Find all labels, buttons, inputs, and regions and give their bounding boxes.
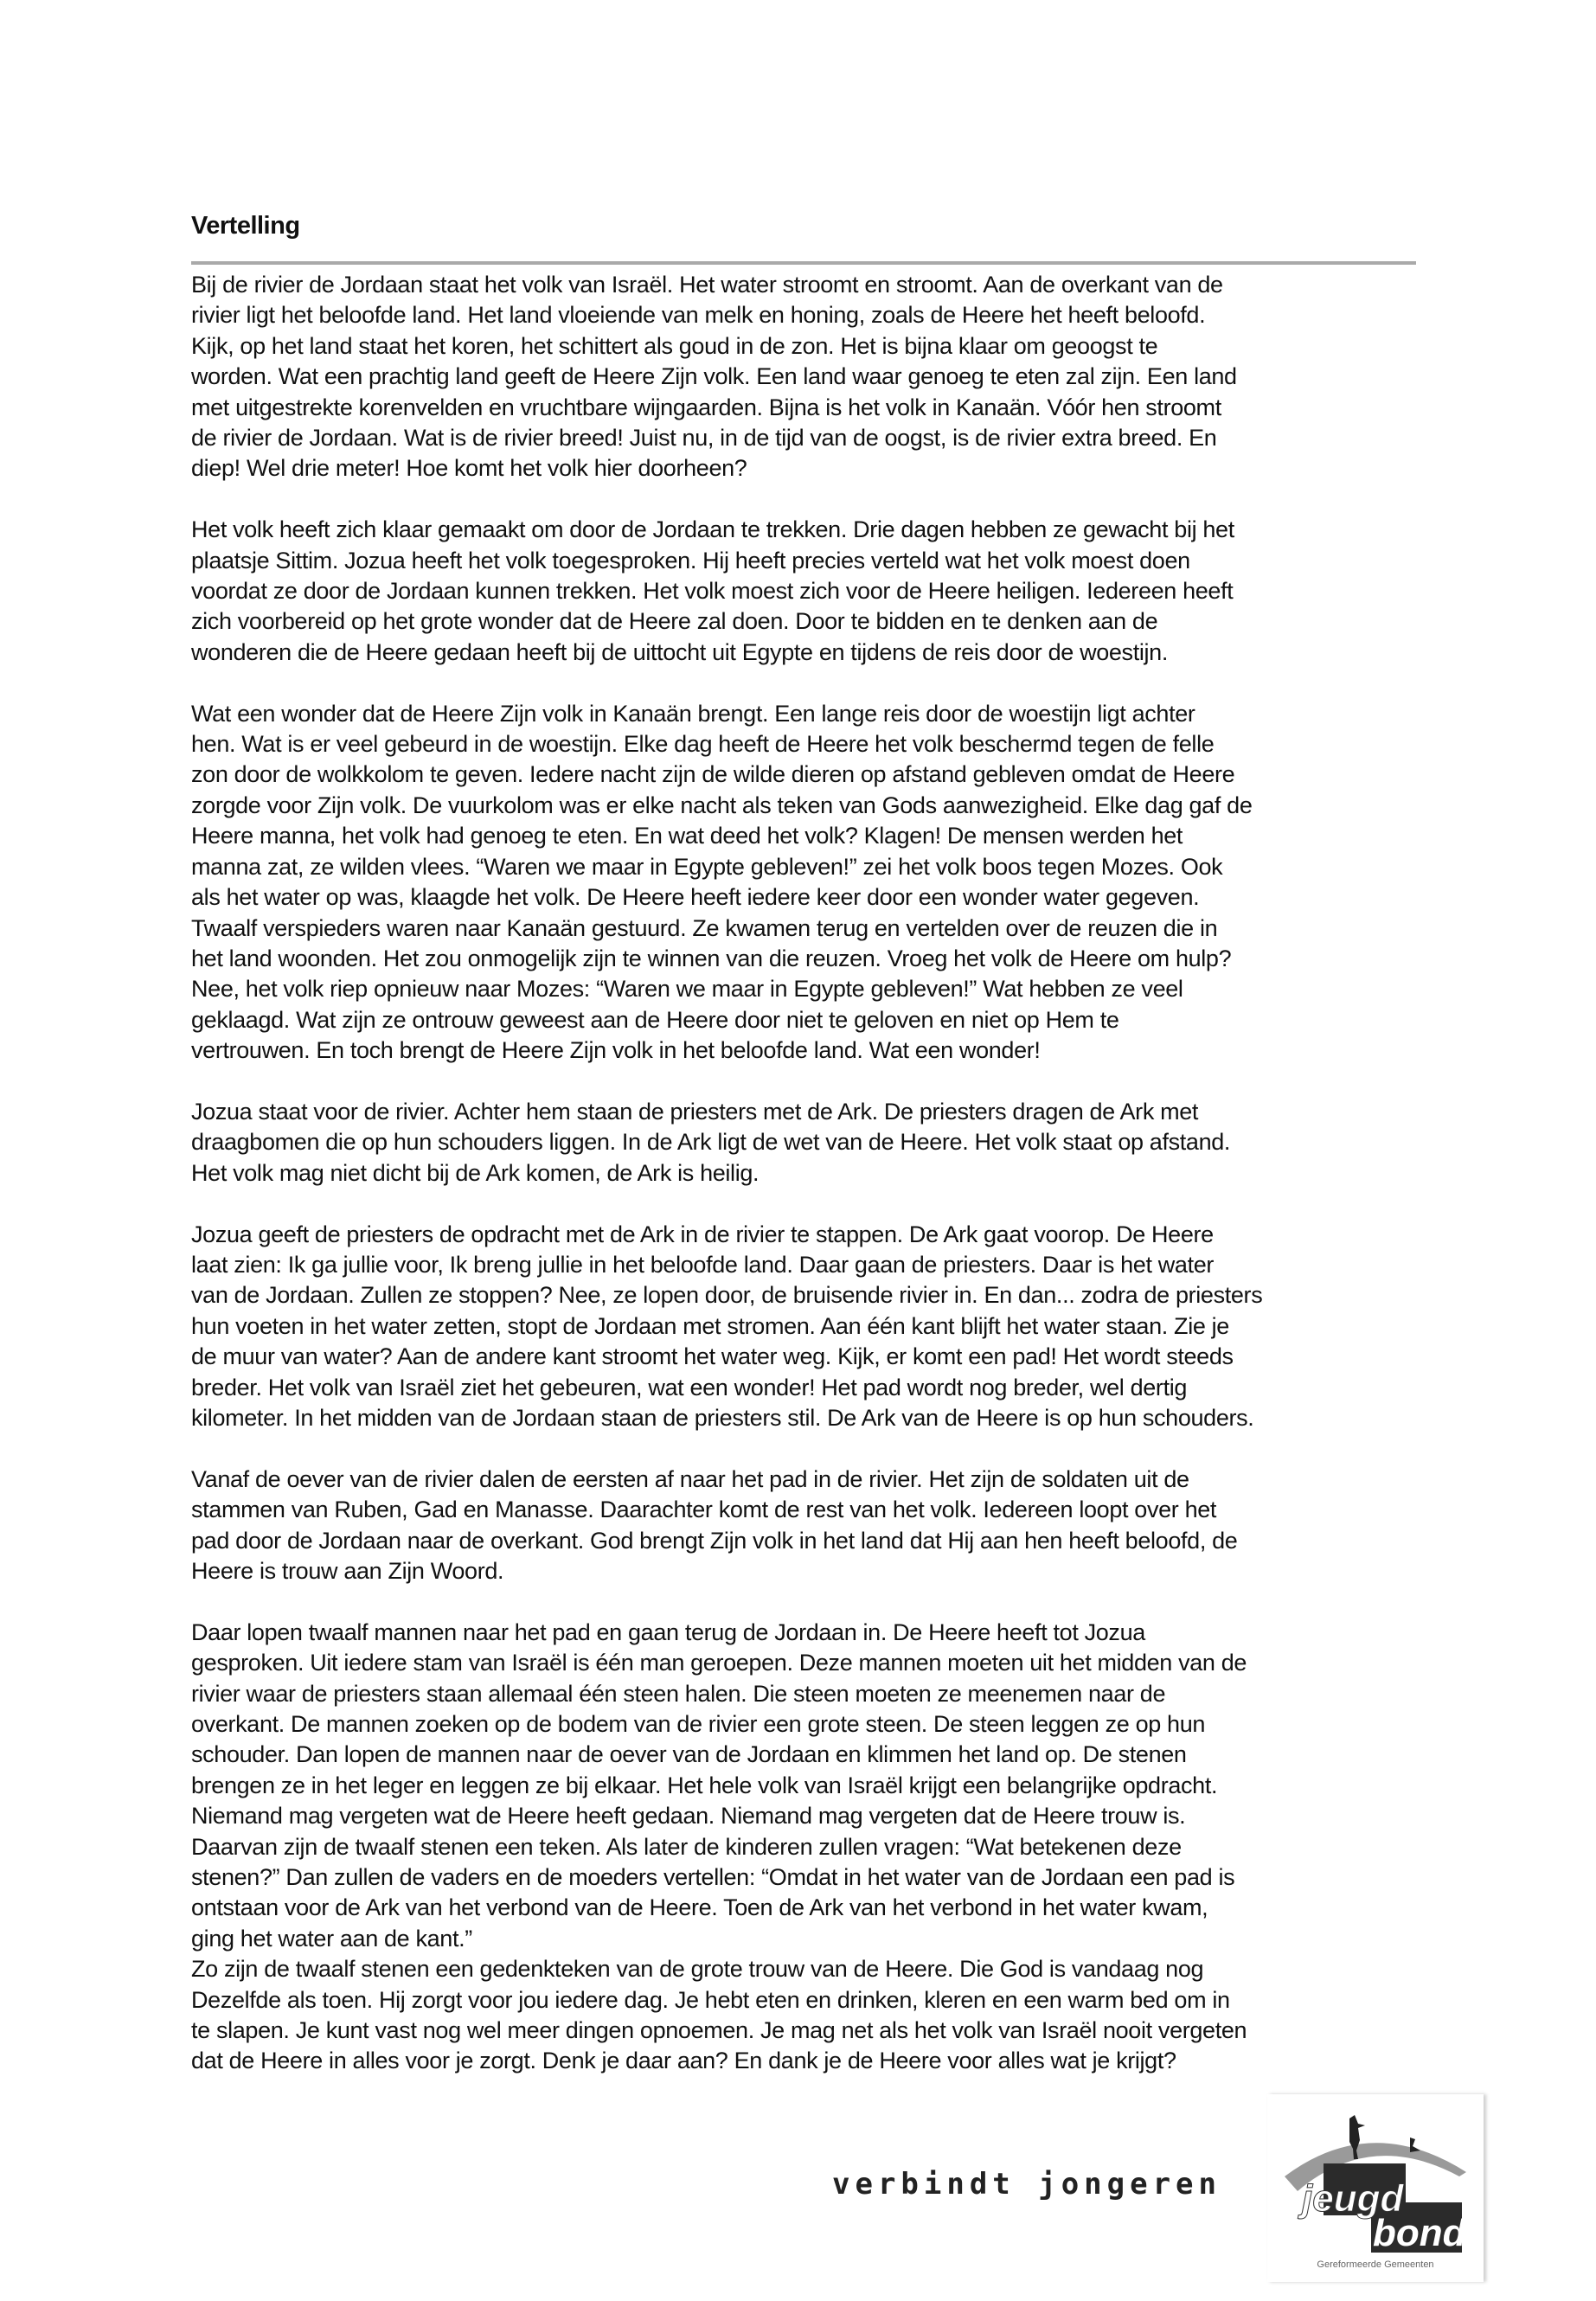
text-line: draagbomen die op hun schouders liggen. In de Ark ligt de wet van de Heere. Het volk staat op afstand. bbox=[191, 1129, 1231, 1156]
jeugdbond-logo bbox=[1267, 2094, 1484, 2282]
text-line: Jozua geeft de priesters de opdracht met de Ark in de rivier te stappen. De Ark gaat voorop. De Heere bbox=[191, 1221, 1214, 1247]
text-line: Wat een wonder dat de Heere Zijn volk in Kanaän brengt. Een lange reis door de woestijn ligt achter bbox=[191, 700, 1195, 727]
text-line: de muur van water? Aan de andere kant stroomt het water weg. Kijk, er komt een pad! Het wordt steeds bbox=[191, 1343, 1234, 1370]
text-line: ging het water aan de kant.” bbox=[191, 1925, 472, 1952]
story-paragraph bbox=[191, 1618, 1437, 1954]
text-line: Daar lopen twaalf mannen naar het pad en gaan terug de Jordaan in. De Heere heeft tot Jozua bbox=[191, 1618, 1145, 1645]
story-paragraph bbox=[191, 1465, 1437, 1587]
text-line: laat zien: Ik ga jullie voor, Ik breng jullie in het beloofde land. Daar gaan de priesters. Daar is het water bbox=[191, 1251, 1215, 1278]
text-line: overkant. De mannen zoeken op de bodem van de rivier een grote steen. De steen leggen ze op hun bbox=[191, 1711, 1206, 1737]
logo-word-jeugd: jeugd bbox=[1302, 2177, 1404, 2220]
text-line: als het water op was, klaagde het volk. De Heere heeft iedere keer door een wonder water gegeven. bbox=[191, 884, 1200, 911]
text-line: te slapen. Je kunt vast nog wel meer dingen opnoemen. Je mag net als het volk van Israël nooit vergeten bbox=[191, 2017, 1247, 2044]
logo-word-bond: bond bbox=[1373, 2212, 1466, 2254]
text-line: pad door de Jordaan naar de overkant. God brengt Zijn volk in het land dat Hij aan hen heeft beloofd, de bbox=[191, 1527, 1238, 1554]
text-line: Kijk, op het land staat het koren, het schittert als goud in de zon. Het is bijna klaar om geoogst te bbox=[191, 332, 1158, 359]
text-line: zon door de wolkkolom te geven. Iedere nacht zijn de wilde dieren op afstand gebleven omdat de Heere bbox=[191, 761, 1235, 788]
title-divider bbox=[191, 261, 1416, 265]
text-line: Heere manna, het volk had genoeg te eten. En wat deed het volk? Klagen! De mensen werden het bbox=[191, 823, 1183, 849]
story-paragraph bbox=[191, 1954, 1437, 2077]
text-line: worden. Wat een prachtig land geeft de Heere Zijn volk. Een land waar genoeg te eten zal zijn. Een land bbox=[191, 363, 1237, 390]
text-line: Niemand mag vergeten wat de Heere heeft gedaan. Niemand mag vergeten dat de Heere trouw is. bbox=[191, 1803, 1186, 1830]
text-line: kilometer. In het midden van de Jordaan staan de priesters stil. De Ark van de Heere is op hun schouders. bbox=[191, 1404, 1254, 1431]
text-line: met uitgestrekte korenvelden en vruchtbare wijngaarden. Bijna is het volk in Kanaän. Vóór hen stroomt bbox=[191, 394, 1221, 420]
text-line: gesproken. Uit iedere stam van Israël is één man geroepen. Deze mannen moeten uit het midden van de bbox=[191, 1650, 1247, 1676]
text-line: hun voeten in het water zetten, stopt de Jordaan met stromen. Aan één kant blijft het water staan. Zie je bbox=[191, 1312, 1229, 1339]
text-line: manna zat, ze wilden vlees. “Waren we maar in Egypte gebleven!” zei het volk boos tegen Mozes. Ook bbox=[191, 853, 1223, 880]
text-line: vertrouwen. En toch brengt de Heere Zijn volk in het beloofde land. Wat een wonder! bbox=[191, 1037, 1041, 1064]
text-line: rivier waar de priesters staan allemaal één steen halen. Die steen moeten ze meenemen naar de bbox=[191, 1680, 1166, 1707]
text-line: Heere is trouw aan Zijn Woord. bbox=[191, 1557, 504, 1584]
text-line: rivier ligt het beloofde land. Het land vloeiende van melk en honing, zoals de Heere het heeft beloofd. bbox=[191, 302, 1206, 329]
story-paragraph bbox=[191, 699, 1437, 1067]
text-line: stenen?” Dan zullen de vaders en de moeders vertellen: “Omdat in het water van de Jordaan een pad is bbox=[191, 1864, 1235, 1891]
text-line: geklaagd. Wat zijn ze ontrouw geweest aan de Heere door niet te geloven en niet op Hem te bbox=[191, 1006, 1119, 1033]
story-paragraph bbox=[191, 1220, 1437, 1434]
story-paragraph bbox=[191, 1097, 1437, 1189]
text-line: Vanaf de oever van de rivier dalen de eersten af naar het pad in de rivier. Het zijn de soldaten uit de bbox=[191, 1465, 1189, 1492]
text-line: voordat ze door de Jordaan kunnen trekken. Het volk moest zich voor de Heere heiligen. Iedereen heeft bbox=[191, 578, 1234, 605]
text-line: Het volk mag niet dicht bij de Ark komen, de Ark is heilig. bbox=[191, 1159, 760, 1186]
logo-graphic-icon bbox=[1267, 2094, 1484, 2259]
text-line: zorgde voor Zijn volk. De vuurkolom was er elke nacht als teken van Gods aanwezigheid. Elke dag gaf de bbox=[191, 792, 1253, 818]
text-line: Het volk heeft zich klaar gemaakt om door de Jordaan te trekken. Drie dagen hebben ze gewacht bij het bbox=[191, 516, 1234, 543]
text-line: breder. Het volk van Israël ziet het gebeuren, wat een wonder! Het pad wordt nog breder, wel dertig bbox=[191, 1374, 1188, 1400]
text-line: schouder. Dan lopen de mannen naar de oever van de Jordaan en klimmen het land op. De stenen bbox=[191, 1741, 1187, 1768]
story-paragraph bbox=[191, 270, 1437, 484]
text-line: Jozua staat voor de rivier. Achter hem staan de priesters met de Ark. De priesters dragen de Ark met bbox=[191, 1098, 1199, 1125]
logo-subtitle: Gereformeerde Gemeenten bbox=[1317, 2259, 1434, 2270]
text-line: Nee, het volk riep opnieuw naar Mozes: “Waren we maar in Egypte gebleven!” Wat hebben ze veel bbox=[191, 976, 1183, 1003]
text-line: het land woonden. Het zou onmogelijk zijn te winnen van die reuzen. Vroeg het volk de Heere om hulp? bbox=[191, 945, 1232, 971]
text-line: Bij de rivier de Jordaan staat het volk van Israël. Het water stroomt en stroomt. Aan de overkant van de bbox=[191, 272, 1223, 298]
text-line: zich voorbereid op het grote wonder dat de Heere zal doen. Door te bidden en te denken aan de bbox=[191, 608, 1158, 635]
story-paragraph bbox=[191, 515, 1437, 668]
text-line: Dezelfde als toen. Hij zorgt voor jou iedere dag. Je hebt eten en drinken, kleren en een warm bed om in bbox=[191, 1986, 1230, 2013]
text-line: van de Jordaan. Zullen ze stoppen? Nee, ze lopen door, de bruisende rivier in. En dan... zodra de priesters bbox=[191, 1282, 1263, 1309]
text-line: brengen ze in het leger en leggen ze bij elkaar. Het hele volk van Israël krijgt een belangrijke opdracht. bbox=[191, 1772, 1218, 1798]
text-line: Twaalf verspieders waren naar Kanaän gestuurd. Ze kwamen terug en vertelden over de reuzen die in bbox=[191, 914, 1218, 941]
text-line: Daarvan zijn de twaalf stenen een teken. Als later de kinderen zullen vragen: “Wat betekenen deze bbox=[191, 1833, 1182, 1860]
text-line: stammen van Ruben, Gad en Manasse. Daarachter komt de rest van het volk. Iedereen loopt over het bbox=[191, 1497, 1217, 1523]
text-line: diep! Wel drie meter! Hoe komt het volk hier doorheen? bbox=[191, 455, 747, 482]
text-line: de rivier de Jordaan. Wat is de rivier breed! Juist nu, in de tijd van de oogst, is de rivier extra breed. En bbox=[191, 425, 1217, 452]
text-line: Zo zijn de twaalf stenen een gedenkteken van de grote trouw van de Heere. Die God is vandaag nog bbox=[191, 1956, 1204, 1983]
text-line: plaatsje Sittim. Jozua heeft het volk toegesproken. Hij heeft precies verteld wat het volk moest doen bbox=[191, 547, 1190, 574]
text-line: ontstaan voor de Ark van het verbond van de Heere. Toen de Ark van het verbond in het water kwam, bbox=[191, 1894, 1208, 1921]
story-text bbox=[191, 270, 1437, 2107]
text-line: hen. Wat is er veel gebeurd in de woestijn. Elke dag heeft de Heere het volk beschermd tegen de felle bbox=[191, 731, 1215, 758]
text-line: wonderen die de Heere gedaan heeft bij de uittocht uit Egypte en tijdens de reis door de woestijn. bbox=[191, 638, 1168, 665]
slogan-text: verbindt jongeren bbox=[832, 2167, 1221, 2202]
section-title: Vertelling bbox=[191, 212, 300, 240]
text-line: dat de Heere in alles voor je zorgt. Denk je daar aan? En dank je de Heere voor alles wat je krijgt? bbox=[191, 2048, 1176, 2074]
